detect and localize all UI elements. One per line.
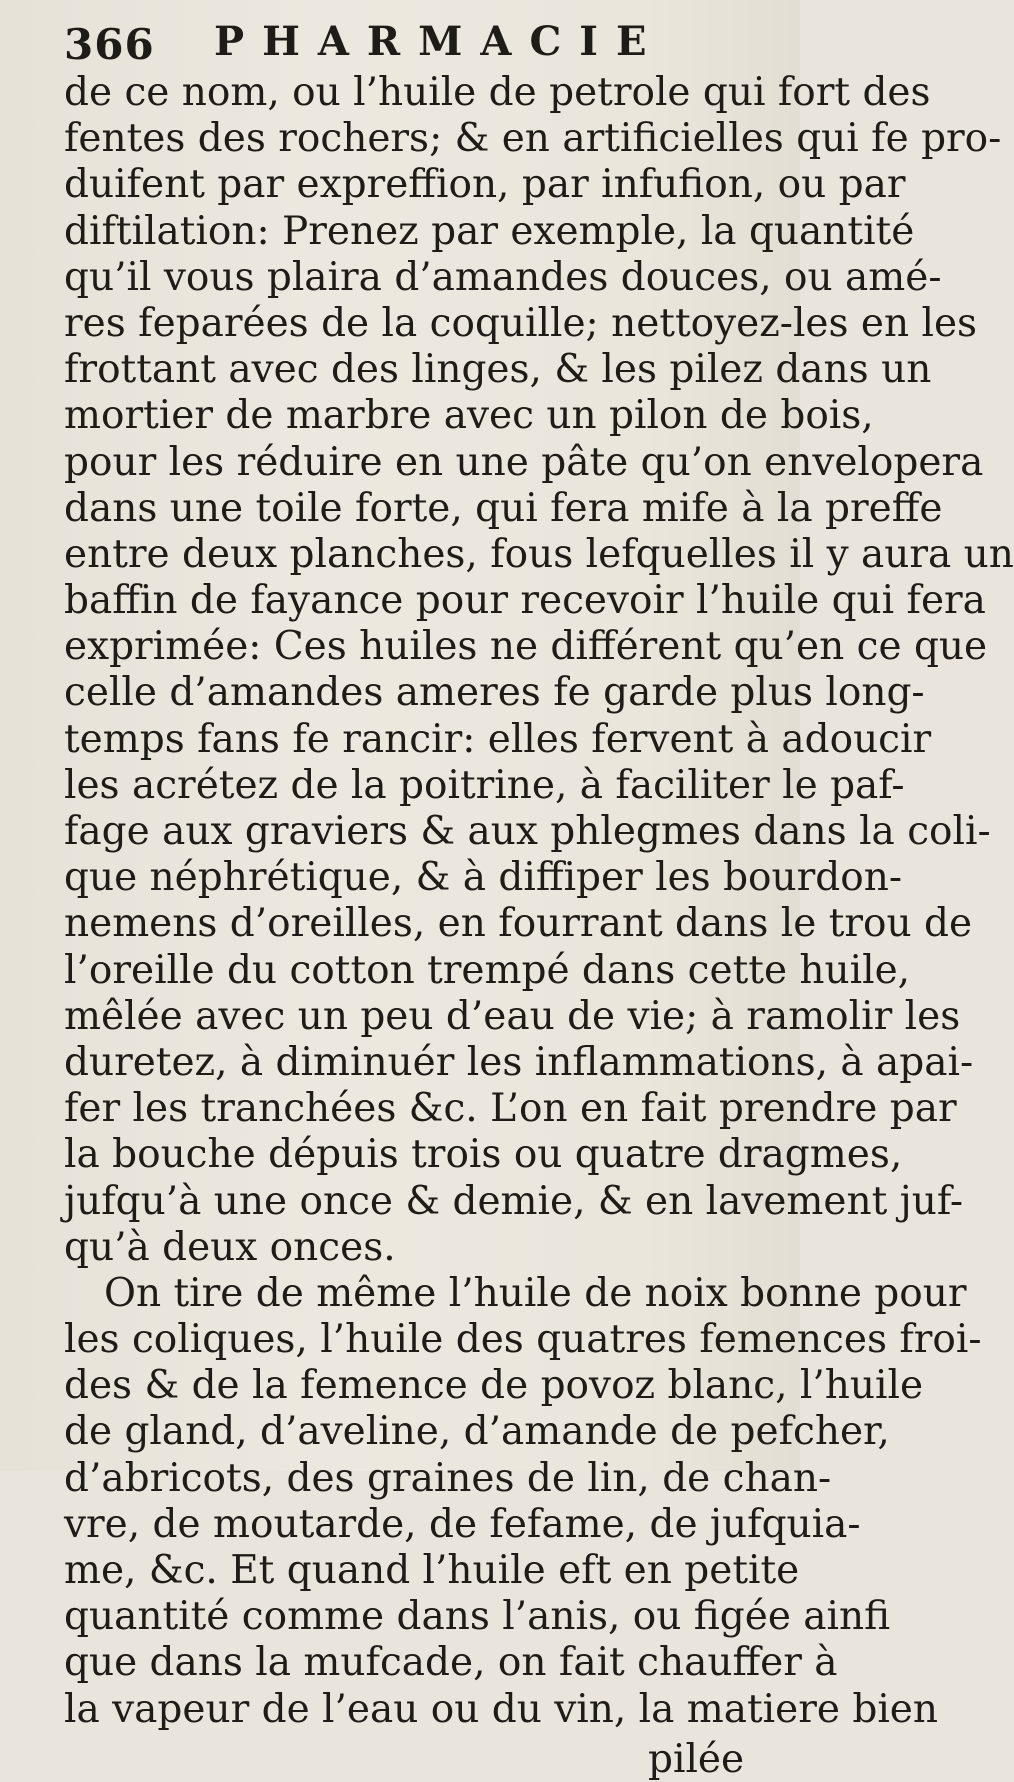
text-line: les coliques, l’huile des quatres femences froi-: [64, 1317, 982, 1363]
text-line: d’abricots, des graines de lin, de chan-: [64, 1455, 832, 1501]
text-line: nemens d’oreilles, en fourrant dans le trou de: [64, 901, 973, 947]
text-line: frottant avec des linges, & les pilez dans un: [64, 347, 932, 393]
text-line: qu’à deux onces.: [64, 1224, 396, 1270]
text-line: duretez, à diminuér les inflammations, à apai-: [64, 1039, 974, 1085]
text-line: me, &c. Et quand l’huile eft en petite: [64, 1548, 800, 1593]
text-line: dans une toile forte, qui fera mife à la preffe: [64, 485, 943, 531]
text-line: les acrétez de la poitrine, à faciliter le paf-: [64, 762, 905, 808]
text-line: jufqu’à une once & demie, & en lavement juf-: [64, 1178, 964, 1224]
text-line: la vapeur de l’eau ou du vin, la matiere bien: [64, 1686, 938, 1732]
text-line: diftilation: Prenez par exemple, la quantité: [64, 208, 915, 254]
text-line: temps fans fe rancir: elles fervent à adoucir: [64, 716, 932, 762]
page-header: [64, 10, 764, 69]
page-number: 366: [64, 20, 155, 69]
catchword: pilée: [648, 1737, 745, 1782]
text-line: qu’il vous plaira d’amandes douces, ou amé-: [64, 254, 942, 300]
text-line: fer les tranchées &c. L’on en fait prendre par: [64, 1086, 957, 1132]
text-line: pour les réduire en une pâte qu’on envelopera: [64, 439, 984, 485]
text-line: celle d’amandes ameres fe garde plus long-: [64, 670, 925, 716]
text-line: que néphrétique, & à diffiper les bourdon-: [64, 855, 903, 901]
text-line: vre, de moutarde, de fefame, de jufquia-: [64, 1501, 861, 1547]
text-line: de gland, d’aveline, d’amande de pefcher,: [64, 1409, 890, 1455]
text-line: baffin de fayance pour recevoir l’huile qui fera: [64, 578, 986, 624]
text-line: quantité comme dans l’anis, ou figée ainfi: [64, 1594, 891, 1640]
text-line: mortier de marbre avec un pilon de bois,: [64, 393, 874, 439]
text-line: mêlée avec un peu d’eau de vie; à ramolir les: [64, 993, 961, 1039]
text-line: de ce nom, ou l’huile de petrole qui fort des: [64, 70, 931, 115]
text-line: la bouche dépuis trois ou quatre dragmes,: [64, 1132, 903, 1178]
text-line: l’oreille du cotton trempé dans cette huile,: [64, 947, 911, 993]
text-line: entre deux planches, fous lefquelles il y aura un: [64, 531, 1014, 577]
body-text: [64, 70, 1014, 1733]
text-line-paragraph-start: On tire de même l’huile de noix bonne pour: [104, 1270, 967, 1316]
text-line: que dans la mufcade, on fait chauffer à: [64, 1640, 838, 1686]
running-head: PHARMACIE: [214, 18, 665, 65]
text-line: exprimée: Ces huiles ne différent qu’en ce que: [64, 624, 988, 670]
text-line: fentes des rochers; & en artificielles qui fe pro-: [64, 116, 1002, 162]
text-line: res feparées de la coquille; nettoyez-les en les: [64, 300, 978, 346]
text-line: des & de la femence de povoz blanc, l’huile: [64, 1363, 924, 1409]
text-line: duifent par expreffion, par infufion, ou par: [64, 162, 906, 208]
text-line: fage aux graviers & aux phlegmes dans la coli-: [64, 809, 991, 854]
